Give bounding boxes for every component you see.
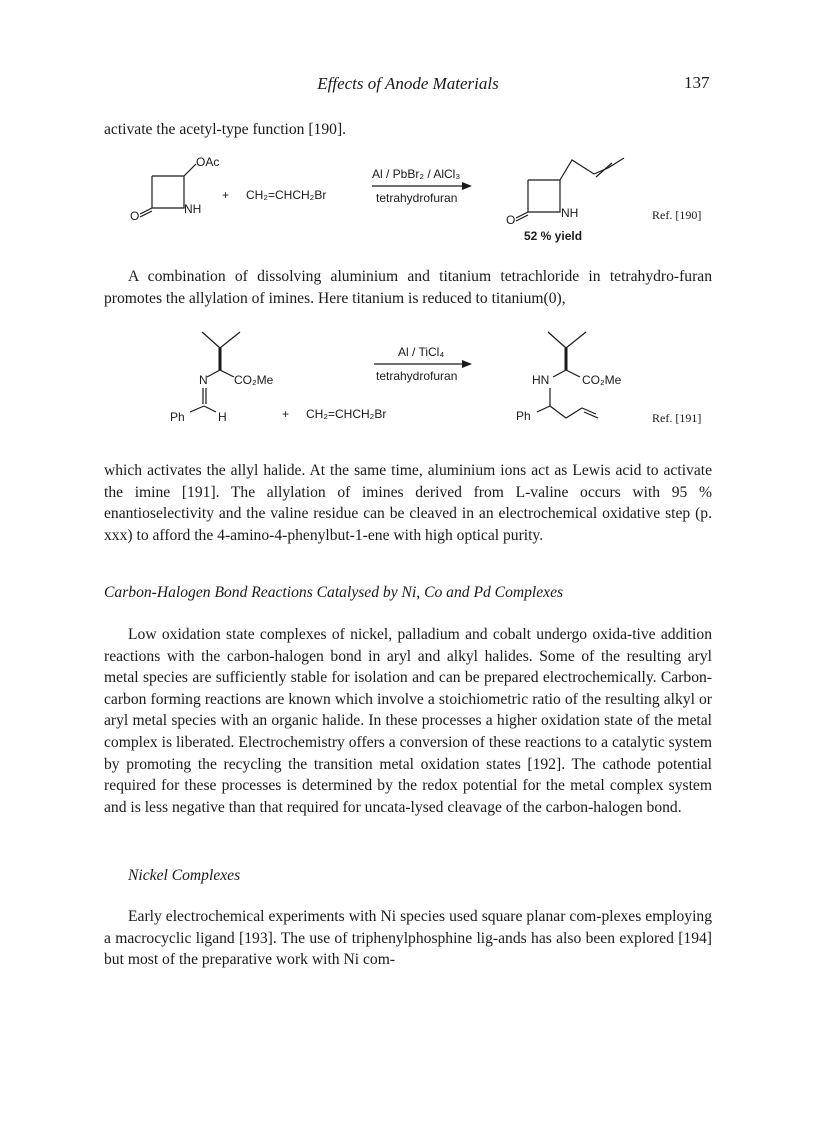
yield-label: 52 % yield: [524, 229, 583, 243]
product-o-label: O: [506, 213, 516, 227]
allyl-bromide-reagent: CH₂=CHCH₂Br: [246, 188, 327, 202]
section-heading: Carbon-Halogen Bond Reactions Catalysed by Ni, Co and Pd Complexes: [104, 584, 564, 601]
conditions-below-2: tetrahydrofuran: [376, 369, 458, 383]
arrowhead-2: [462, 360, 472, 368]
reference-190: Ref. [190]: [652, 208, 702, 222]
ph-bond: [190, 406, 204, 412]
product-ring: [528, 180, 560, 212]
product-carbonyl-bond: [516, 212, 528, 218]
product-allyl-double: [584, 412, 598, 418]
plus-sign: +: [222, 188, 230, 202]
reactant-ph-label: Ph: [170, 410, 185, 424]
paragraph-allylation: A combination of dissolving aluminium and titanium tetrachloride in tetrahydro-furan promotes the allylation of imines. Here titanium is reduced to titanium(0),: [104, 268, 712, 307]
arrowhead: [462, 182, 472, 190]
product-ph-label: Ph: [516, 409, 531, 423]
product-ester-bond: [566, 370, 580, 377]
paragraph-nickel: Early electrochemical experiments with Ni species used square planar com-plexes employing a macrocyclic ligand [193]. The use of triphenylphosphine lig-ands has also been explored [194] but most of the preparative work with Ni com-: [104, 908, 712, 969]
product-ester-label: CO₂Me: [582, 373, 622, 387]
product-ph-bond: [537, 406, 550, 412]
paragraph-intro: activate the acetyl-type function [190].: [104, 121, 347, 138]
subsection-heading: Nickel Complexes: [128, 867, 241, 884]
carbonyl-bond-2: [140, 211, 152, 217]
reaction-scheme-1: [0, 146, 816, 270]
reactant-n-label: N: [199, 373, 208, 387]
reactant-ester-label: CO₂Me: [234, 373, 274, 387]
isopropyl-bond-left: [202, 332, 220, 348]
carbonyl-bond: [140, 208, 152, 214]
plus-sign-2: +: [282, 407, 290, 421]
lactam-ring: [152, 176, 184, 208]
paragraph-lewis-acid: which activates the allyl halide. At the same time, aluminium ions act as Lewis acid to activate the imine [191]. The allylation of imines derived from L-valine occurs with 95 % enantioselectivity and the valine residue can be cleaved in an electrochemical oxidative step (p. xxx) to afford the 4-amino-4-phenylbut-1-ene with high optical purity.: [104, 462, 712, 544]
reactant-nh-label: NH: [184, 202, 202, 216]
conditions-below: tetrahydrofuran: [376, 191, 458, 205]
h-bond: [204, 406, 216, 412]
allyl-double-bond-2: [608, 158, 624, 168]
reaction-scheme-2: [0, 324, 816, 464]
conditions-above: Al / PbBr₂ / AlCl₃: [372, 167, 461, 181]
n-bond: [207, 370, 220, 377]
product-nh-label: NH: [561, 206, 579, 220]
product-n-bond: [553, 370, 566, 377]
product-carbonyl-bond-2: [516, 215, 528, 221]
conditions-above-2: Al / TiCl₄: [398, 345, 445, 359]
ester-bond: [220, 370, 234, 377]
reference-191: Ref. [191]: [652, 411, 702, 425]
allyl-chain: [560, 160, 608, 180]
paragraph-low-oxidation: Low oxidation state complexes of nickel, palladium and cobalt undergo oxida-tive addition reactions with the carbon-halogen bond in aryl and alkyl halides. Some of the resulting aryl metal species are sufficiently stable for isolation and can be prepared electrochemically. Carbon-carbon forming reactions are known which involve a stoichiometric ratio of the resulting alkyl or aryl metal species with an organic halide. In these processes a higher oxidation state of the metal complex is liberated. Electrochemistry offers a conversion of these reactions to a catalytic system by promoting the recycling the transition metal oxidation states [192]. The cathode potential required for these processes is determined by the redox potential for the metal complex system and is less negative than that required for uncata-lysed cleavage of the carbon-halogen bond.: [104, 626, 712, 816]
reactant-o-label: O: [130, 209, 140, 223]
product-allyl-chain: [550, 406, 596, 418]
isopropyl-bond-right: [220, 332, 240, 348]
page-number: 137: [684, 73, 710, 92]
product-isopropyl-right: [566, 332, 586, 348]
running-title: Effects of Anode Materials: [317, 74, 499, 93]
oac-label: OAc: [196, 155, 220, 169]
allyl-bromide-reagent-2: CH₂=CHCH₂Br: [306, 407, 387, 421]
product-hn-label: HN: [532, 373, 550, 387]
product-isopropyl-left: [548, 332, 566, 348]
reactant-h-label: H: [218, 410, 227, 424]
allyl-double-bond: [596, 163, 612, 177]
oac-bond: [184, 164, 196, 176]
